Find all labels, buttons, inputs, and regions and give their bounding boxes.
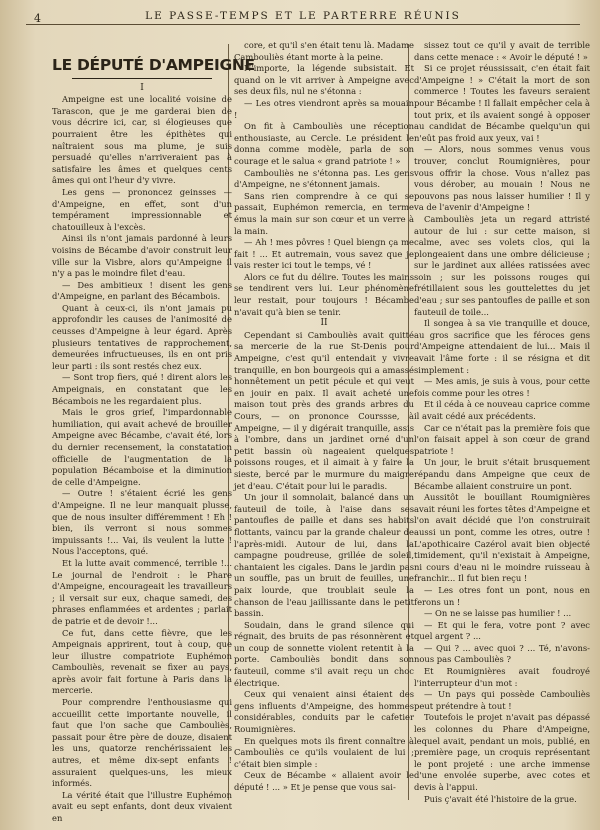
- paragraph: Quant à ceux-ci, ils n'ont jamais pu approfondir les causes de l'animosité de ceusses d'Ampeigne à leur égard. Après plusieurs tentatives de rapprochement, demeurées infructueuses, ils en ont pris leur parti : ils sont restés chez eux.: [52, 302, 232, 371]
- column-2-text-b: [234, 330, 414, 794]
- paragraph: sissez tout ce qu'il y avait de terrible dans cette menace : « Avoir le député ! »: [414, 40, 590, 62]
- paragraph: Ainsi ils n'ont jamais pardonné à leurs voisins de Bécambe d'avoir construit leur ville sur la Visbre, alors qu'Ampeigne il n'y a pas le moindre filet d'eau.: [52, 233, 232, 279]
- paragraph: Ce fut, dans cette fièvre, que les Ampeignais apprirent, tout à coup, que leur illustre compatriote Euphémon Cambouliès, revenait se fixer au pays, après avoir fait fortune à Paris dans la mercerie.: [52, 627, 232, 696]
- paragraph: Ampeigne est une localité voisine de Tarascon, que je me garderai bien de vous décrire ici, car, si élogieuses que pourraient être les épithètes qui naîtraient sous ma plume, je suis persuadé qu'elles n'arriveraient pas à satisfaire les âmes et quelques cents âmes qui ont l'heur d'y vivre.: [52, 94, 232, 186]
- paragraph: Et la lutte avait commencé, terrible !... Le journal de l'endroit : le Phare d'Ampeigne, encourageait les travailleurs ; il versait sur eux, chaque samedi, des phrases enflammées et ardentes ; parlait de patrie et de devoir !...: [52, 557, 232, 626]
- paragraph: — On ne se laisse pas humilier ! ...: [424, 608, 572, 619]
- paragraph: Cependant si Cambouliès avait quitté sa mercerie de la rue St-Denis pour Ampeigne, c'est qu'il entendait y vivre tranquille, en bon bourgeois qui a amassé honnêtement un petit pécule et qui veut en jouir en paix. Il avait acheté une maison tout près des grands arbres du Cours, — on prononce Courssse, à Ampeigne, — il y digérait tranquille, assis à l'ombre, dans un jardinet orné d'un petit bassin où nageaient quelques poissons rouges, et il aimait à y faire la sieste, bercé par le murmure du maigre jet d'eau. C'était pour lui le paradis.: [234, 329, 414, 491]
- column-1: [52, 40, 255, 825]
- paragraph: Car ce n'était pas la première fois que l'on faisait appel à son cœur de grand patriote !: [414, 422, 590, 456]
- article-title: LE DÉPUTÉ D'AMPEIGNE: [52, 56, 255, 74]
- paragraph: core, et qu'il s'en était tenu là. Madame Cambouliès étant morte à la peine.: [234, 40, 414, 62]
- paragraph: Toutefois le projet n'avait pas dépassé les colonnes du Phare d'Ampeigne, lequel avait, pendant un mois, publié, en première page, un croquis représentant le pont projeté : une arche immense d'une envolée superbe, avec cotes et devis à l'appui.: [414, 712, 590, 792]
- paragraph: — Sont trop fiers, qué ! dirent alors les Ampeignais, en constatant que les Bécambois ne les regardaient plus.: [52, 372, 232, 406]
- paragraph: — Un pays qui possède Cambouliès peut prétendre à tout !: [414, 689, 590, 711]
- paragraph: Et il céda à ce nouveau caprice comme il avait cédé aux précédents.: [414, 399, 590, 421]
- section-heading-1: I: [140, 82, 144, 93]
- column-3-text: [414, 40, 590, 805]
- paragraph: Les gens — prononcez geinsses — d'Ampeigne, en effet, sont d'un tempérament impressionnable et chatouilleux à l'excès.: [52, 186, 232, 232]
- column-2: [234, 40, 414, 794]
- paragraph: — Ah ! mes pôvres ! Quel biengn ça me fait ! ... Et autremain, vous savez que je vais rester ici tout le temps, vé !: [234, 237, 414, 271]
- paragraph: En quelques mots ils firent connaître à Cambouliès ce qu'ils voulaient de lui ; c'était bien simple :: [234, 735, 414, 769]
- paragraph: — Alors, nous sommes venus vous trouver, conclut Roumignières, pour vous offrir la chose. Vous n'allez pas vous dérober, au mouain ! Nous ne pouvons pas nous laisser humilier ! Il y va de l'avenir d'Ampeigne !: [414, 144, 590, 213]
- paragraph: Si ce projet réussissait, c'en était fait d'Ampeigne ! » C'était la mort de son commerce ! Toutes les faveurs seraient pour Bécambe ! Il fallait empêcher cela à tout prix, et ils avaient songé à opposer au candidat de Bécambe quelqu'un qui n'eût pas froid aux yeux, vai !: [414, 63, 590, 143]
- paragraph: Soudain, dans le grand silence qui régnait, des bruits de pas résonnèrent et un coup de sonnette violent retentit à la porte. Cambouliès bondit dans son fauteuil, comme s'il avait reçu un choc électrique.: [234, 619, 414, 688]
- paragraph: — Les otres viendront après sa mouain !: [234, 97, 414, 120]
- paragraph: Cambouliès ne s'étonna pas. Les gens d'Ampeigne, ne s'étonnent jamais.: [234, 167, 414, 190]
- paragraph: Ceux de Bécambe « allaient avoir le député ! ... » Et je pense que vous sai-: [234, 770, 414, 792]
- paragraph: Cambouliès jeta un regard attristé autour de lui : sur cette maison, si calme, avec ses volets clos, qui la plongeaient dans une ombre délicieuse ; sur le jardinet aux allées ratissées avec soin ; sur les poissons rouges qui frétillaient sous les gouttelettes du jet d'eau ; sur ses pantoufles de paille et son fauteuil de toile...: [414, 213, 590, 317]
- paragraph: Alors ce fut du délire. Toutes les mains se tendirent vers lui. Leur phénomène leur restait, pour toujours ! Bécambe n'avait qu'à bien se tenir.: [234, 271, 414, 317]
- paragraph: Il songea à sa vie tranquille et douce, au gros sacrifice que les féroces gens d'Ampeigne attendaient de lui... Mais il avait l'âme forte : il se résigna et dit simplement :: [414, 318, 590, 375]
- column-2-text-a: [234, 40, 414, 318]
- paragraph: Sans rien comprendre à ce qui se passait, Euphémon remercia, en terme émus la main sur son cœur et un verre à la main.: [234, 190, 414, 236]
- paragraph: Un jour, le bruit s'était brusquement répandu dans Ampeigne que ceux de Bécambe allaient construire un pont.: [414, 457, 590, 491]
- paragraph: Puis ç'avait été l'histoire de la grue.: [424, 793, 577, 804]
- paragraph: Pour comprendre l'enthousiasme qui accueillit cette importante nouvelle, il faut que l'on sache que Cambouliès, passait pour être père de douze, disaient les uns, quatorze renchérissaient les autres, et même dix-sept enfants ! assuraient quelques-uns, les mieux informés.: [52, 697, 232, 789]
- paragraph: Et Roumignières avait foudroyé l'interrupteur d'un mot :: [414, 666, 590, 688]
- running-head: LE PASSE-TEMPS ET LE PARTERRE RÉUNIS: [145, 10, 461, 22]
- paragraph: Mais le gros grief, l'impardonnable humiliation, qui avait achevé de brouiller Ampeigne avec Bécambe, c'avait été, lors du dernier recensement, la constatation officielle de l'augmentation de la population Bécamboise et la diminution de celle d'Ampeigne.: [52, 407, 232, 487]
- section-heading-2: II: [320, 318, 328, 329]
- paragraph: Aussitôt le bouillant Roumignières avait réuni les fortes têtes d'Ampeigne et l'on avait décidé que l'on construirait aussi un pont, comme les otres, outre ! L'apothicaire Cazérol avait bien objecté timidement, qu'il n'existait à Ampeigne, ni cours d'eau ni le moindre ruisseau à franchir... Il fut bien reçu !: [414, 492, 590, 584]
- header-rule: [26, 24, 580, 25]
- paragraph: Un jour il somnolait, balancé dans un fauteuil de toile, à l'aise dans ses pantoufles de paille et dans ses habits flottants, vaincu par la grande chaleur de l'après-midi. Autour de lui, dans la campagne poudreuse, grillée de soleil, chantaient les cigales. Dans le jardin pas un souffle, pas un bruit de feuilles, une paix lourde, que troublait seule la chanson de l'eau jaillissante dans le petit bassin.: [234, 492, 414, 619]
- paragraph: — Outre ! s'étaient écrié les gens d'Ampeigne. Il ne leur manquait plusse, que de nous insulter différemment ! Eh ! bien, ils verront si nous sommes impuissants !... Vai, ils veulent la lutte ! Nous l'acceptons, qué.: [52, 488, 232, 557]
- paragraph: N'importe, la légende subsistait. Et quand on le vit arriver à Ampeigne avec ses deux fils, nul ne s'étonna :: [234, 63, 414, 97]
- paragraph: — Qui ? ... avec quoi ? ... Té, n'avons-nous pas Cambouliès ?: [414, 642, 590, 665]
- column-1-text: [52, 94, 232, 824]
- paragraph: On fit à Cambouliès une réception enthousiaste, au Cercle. Le président le donna comme modèle, parla de son courage et le salua « grand patriote ! »: [234, 121, 414, 166]
- paragraph: — Mes amis, je suis à vous, pour cette fois comme pour les otres !: [414, 376, 590, 398]
- paragraph: Ceux qui venaient ainsi étaient des gens influents d'Ampeigne, des hommes considérables, conduits par le cafetier Roumignières.: [234, 689, 414, 735]
- paragraph: — Les otres font un pont, nous en ferons un !: [414, 584, 590, 607]
- title-rule: [72, 78, 212, 79]
- paragraph: — Et qui le fera, votre pont ? avec quel argent ? ...: [414, 619, 590, 642]
- paragraph: La vérité était que l'illustre Euphémon avait eu sept enfants, dont deux vivaient en: [52, 789, 232, 823]
- page-number: 4: [34, 12, 42, 25]
- column-3: [414, 40, 590, 805]
- paragraph: — Des ambitieux ! disent les gens d'Ampeigne, en parlant des Bécambois.: [52, 279, 232, 302]
